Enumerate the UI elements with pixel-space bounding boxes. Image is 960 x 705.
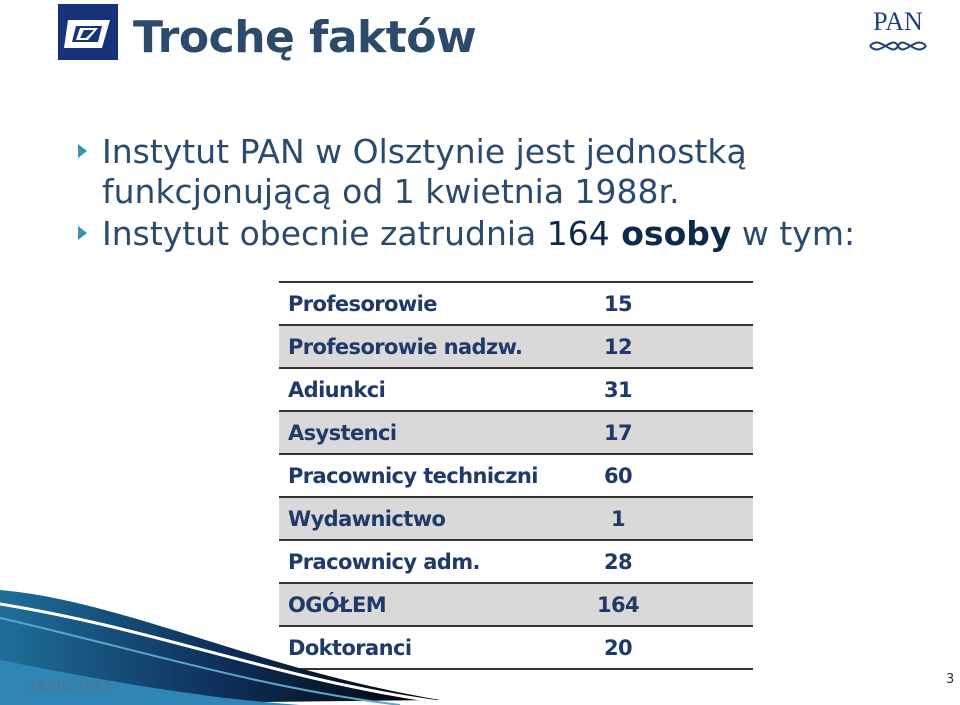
row-label: Pracownicy techniczni (279, 454, 563, 497)
slide-title: Trochę faktów (133, 12, 477, 63)
bullet-bold: osoby (609, 214, 732, 253)
table-row (279, 411, 753, 454)
bullet-item (78, 214, 938, 254)
row-value: 12 (563, 325, 753, 368)
pan-logo-icon (858, 4, 938, 64)
table-row (279, 282, 753, 325)
bullet-line: funkcjonującą od 1 kwietnia 1988r. (102, 172, 680, 211)
row-value: 1 (563, 497, 753, 540)
row-value: 20 (563, 626, 753, 669)
pan-logo-text: PAN (873, 7, 923, 36)
row-label: Asystenci (279, 411, 563, 454)
table-row (279, 368, 753, 411)
row-label: Profesorowie nadzw. (279, 325, 563, 368)
table-row (279, 454, 753, 497)
page-number: 3 (946, 672, 955, 687)
bullet-suffix: w tym: (731, 214, 856, 253)
row-label: Pracownicy adm. (279, 540, 563, 583)
row-label: OGÓŁEM (279, 583, 563, 626)
row-value: 31 (563, 368, 753, 411)
row-label: Profesorowie (279, 282, 563, 325)
bullet-text (102, 214, 855, 254)
row-label: Adiunkci (279, 368, 563, 411)
table-row (279, 325, 753, 368)
row-value: 164 (563, 583, 753, 626)
institute-logo-icon (58, 4, 118, 60)
bullet-list (78, 132, 938, 256)
triangle-bullet-icon (78, 226, 87, 240)
row-label: Wydawnictwo (279, 497, 563, 540)
pan-logo (858, 4, 938, 64)
decorative-wave (0, 560, 960, 705)
bullet-text (102, 132, 747, 212)
bullet-item (78, 132, 938, 212)
row-value: 15 (563, 282, 753, 325)
row-value: 60 (563, 454, 753, 497)
employee-count: 164 (546, 214, 610, 253)
bullet-line: Instytut PAN w Olsztynie jest jednostką (102, 132, 747, 171)
row-value: 28 (563, 540, 753, 583)
bullet-prefix: Instytut obecnie zatrudnia (102, 214, 547, 253)
slide-date: 28/06/2011 (28, 680, 113, 695)
row-value: 17 (563, 411, 753, 454)
triangle-bullet-icon (78, 144, 87, 158)
table-row (279, 497, 753, 540)
institute-logo (58, 4, 118, 60)
row-label: Doktoranci (279, 626, 563, 669)
